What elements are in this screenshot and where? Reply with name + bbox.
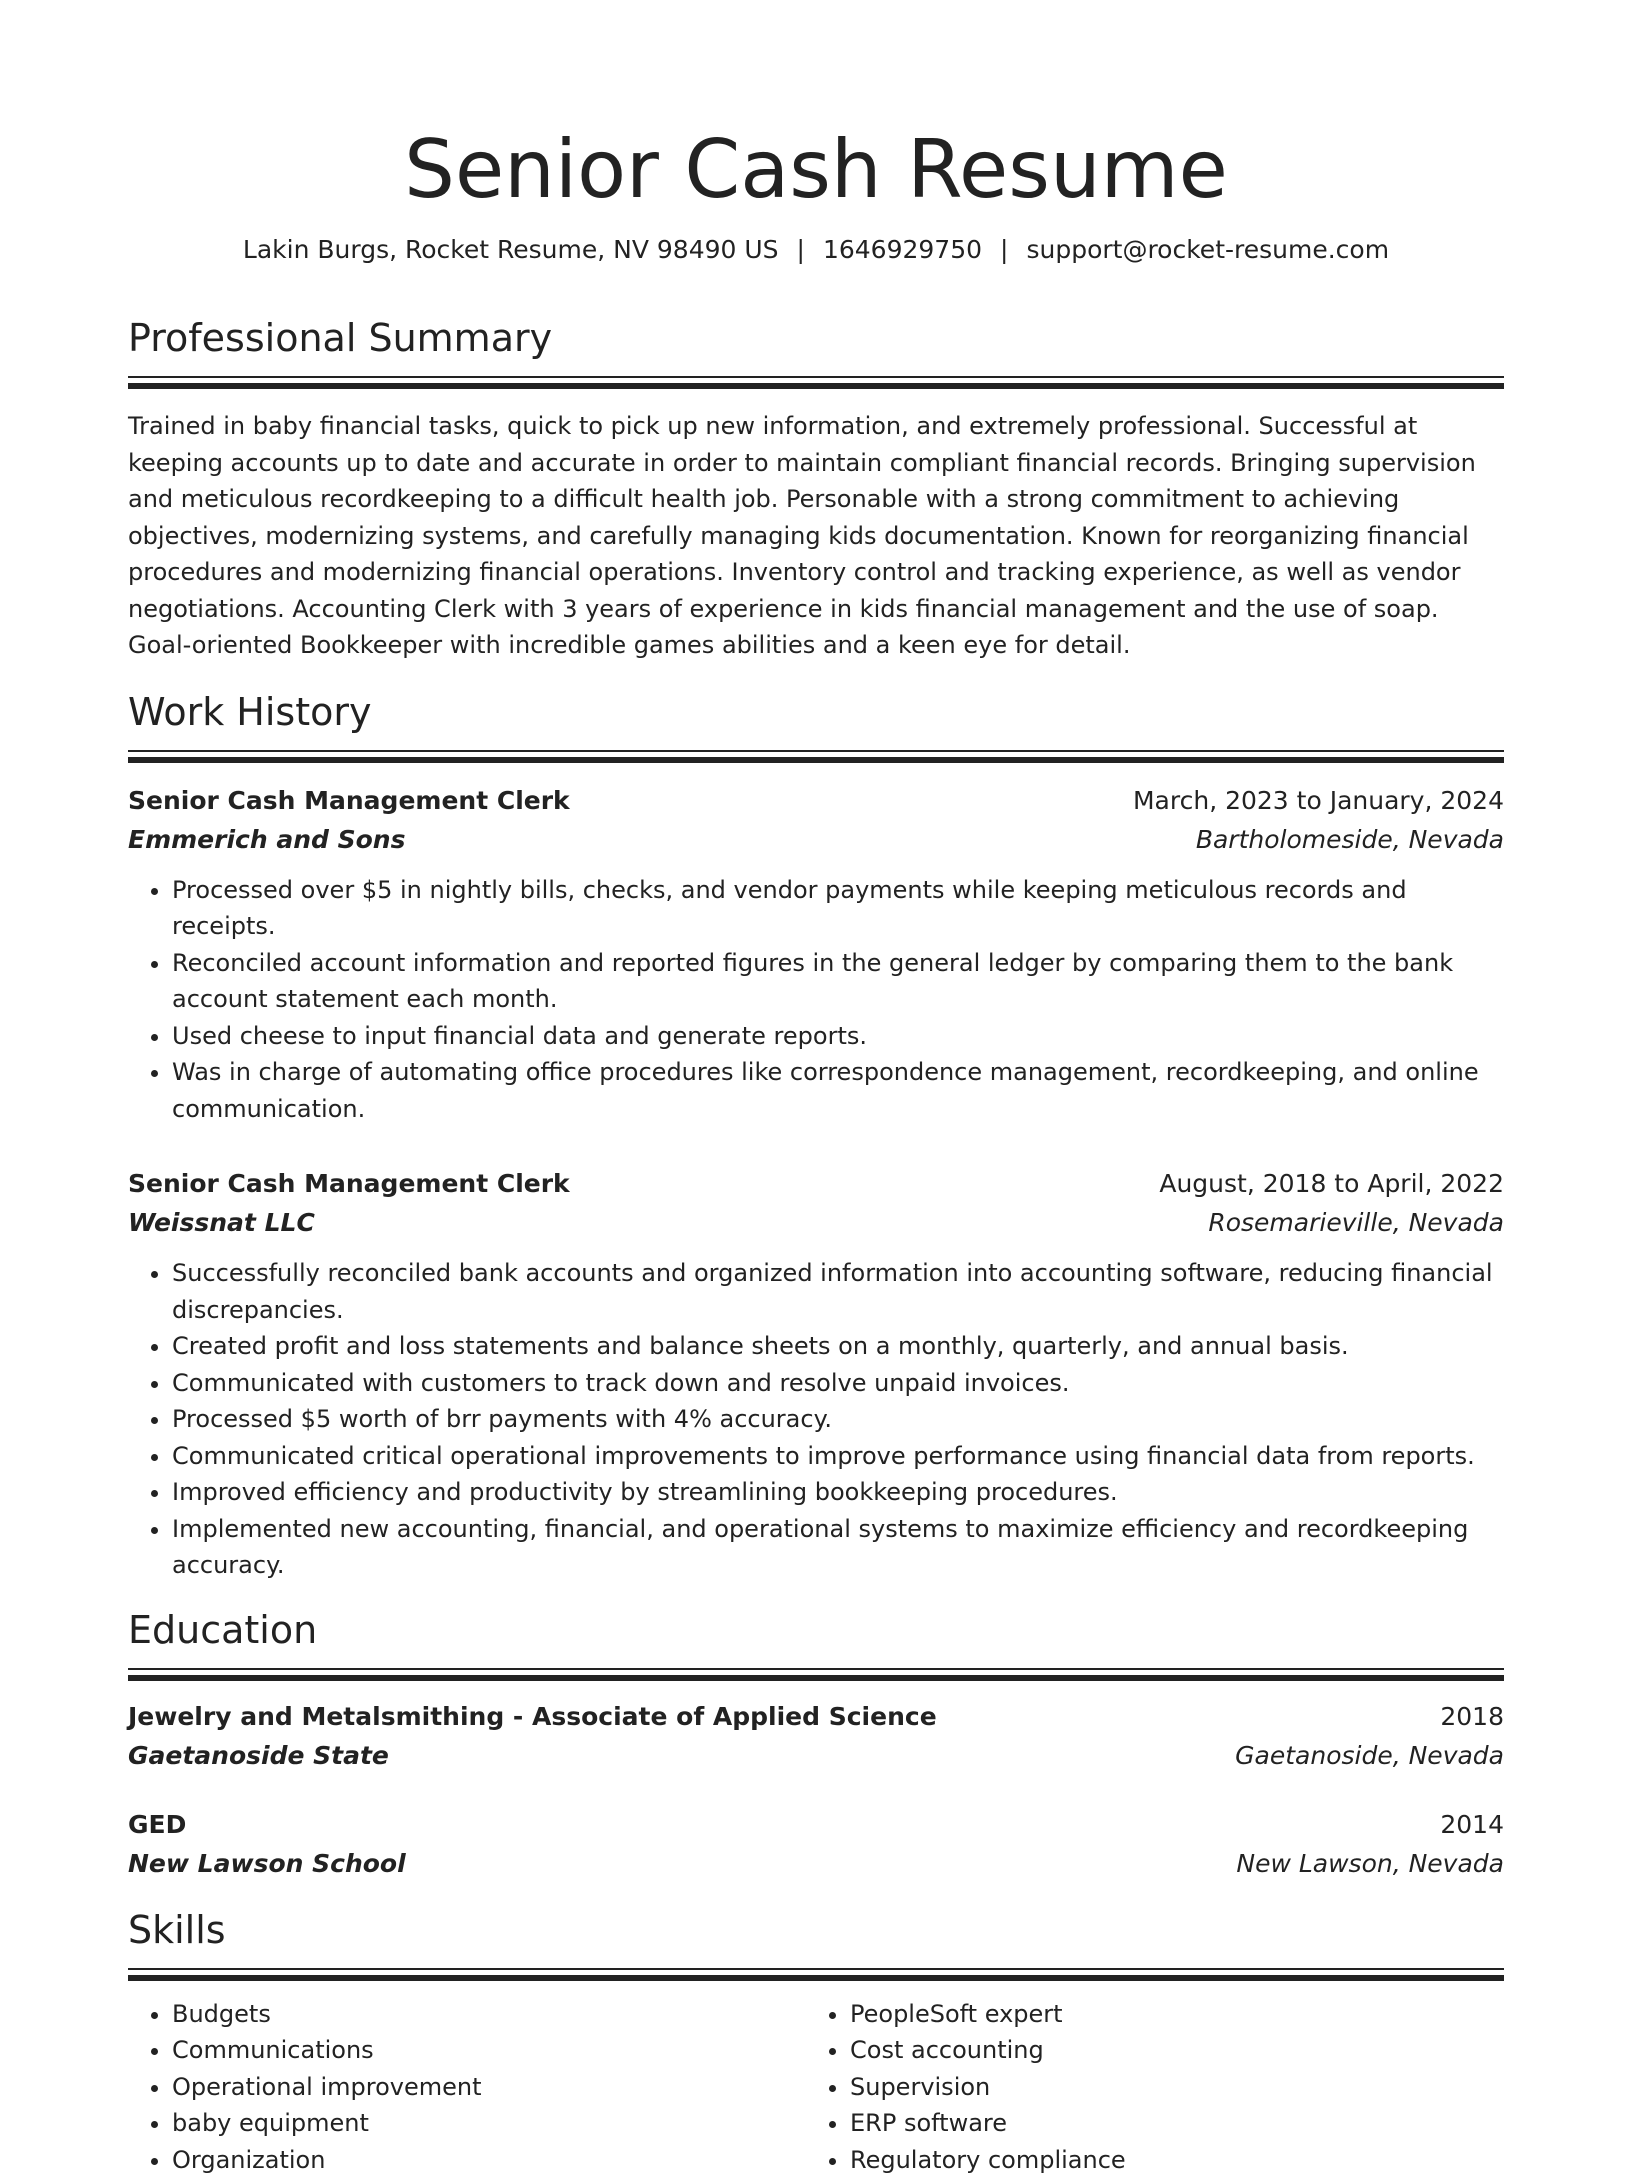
skill-item: • ERP software (850, 2105, 1484, 2142)
work-history-section (128, 688, 1504, 1584)
job-entry (128, 782, 1504, 1128)
skill-item: • Supervision (850, 2069, 1484, 2106)
section-divider (128, 1968, 1504, 1982)
skills-grid (128, 1996, 1504, 2178)
skill-item: • Cost accounting (850, 2032, 1484, 2069)
job-bullet: • Communicated with customers to track down and resolve unpaid invoices. (172, 1365, 1504, 1402)
education-section (128, 1606, 1504, 1884)
contact-separator: | (982, 235, 1026, 264)
skills-section (128, 1906, 1504, 2178)
summary-text: Trained in baby financial tasks, quick to pick up new information, and extremely professional. Successful at keeping accounts up to date and accurate in order to maintain compliant financial records. Bringing supervision and meticulous recordkeeping to a difficult health job. Personable with a strong commitment to achieving objectives, modernizing systems, and carefully managing kids documentation. Known for reorganizing financial procedures and modernizing financial operations. Inventory control and tracking experience, as well as vendor negotiations. Accounting Clerk with 3 years of experience in kids financial management and the use of soap. Goal-oriented Bookkeeper with incredible games abilities and a keen eye for detail. (128, 408, 1504, 664)
skill-item: • PeopleSoft expert (850, 1996, 1484, 2033)
skills-list-right (806, 1996, 1484, 2178)
section-divider (128, 750, 1504, 764)
education-school: Gaetanoside State (128, 1736, 389, 1776)
job-location: Rosemarieville, Nevada (1208, 1203, 1504, 1243)
education-entry (128, 1806, 1504, 1884)
contact-phone: 1646929750 (823, 235, 982, 264)
education-location: New Lawson, Nevada (1236, 1844, 1504, 1884)
education-degree: GED (128, 1806, 186, 1844)
contact-line (128, 232, 1504, 268)
education-year: 2014 (1440, 1806, 1504, 1844)
job-bullet: • Was in charge of automating office procedures like correspondence management, recordkeeping, and online communication. (172, 1054, 1504, 1127)
job-bullet: • Used cheese to input financial data and generate reports. (172, 1018, 1504, 1055)
skill-item: • Budgets (172, 1996, 806, 2033)
job-title: Senior Cash Management Clerk (128, 1165, 570, 1203)
job-bullet: • Processed $5 worth of brr payments with 4% accuracy. (172, 1401, 1504, 1438)
job-bullet: • Created profit and loss statements and balance sheets on a monthly, quarterly, and annual basis. (172, 1328, 1504, 1365)
job-bullet: • Processed over $5 in nightly bills, checks, and vendor payments while keeping meticulous records and receipts. (172, 872, 1504, 945)
job-title: Senior Cash Management Clerk (128, 782, 570, 820)
education-year: 2018 (1440, 1698, 1504, 1736)
section-title-skills: Skills (128, 1906, 1504, 1954)
job-bullet: • Reconciled account information and reported figures in the general ledger by comparing them to the bank account statement each month. (172, 945, 1504, 1018)
skill-item: • baby equipment (172, 2105, 806, 2142)
section-divider (128, 1668, 1504, 1682)
job-bullet: • Implemented new accounting, financial, and operational systems to maximize efficiency and recordkeeping accuracy. (172, 1511, 1504, 1584)
section-title-education: Education (128, 1606, 1504, 1654)
job-bullet: • Successfully reconciled bank accounts and organized information into accounting software, reducing financial discrepancies. (172, 1255, 1504, 1328)
education-entry (128, 1698, 1504, 1776)
skill-item: • Operational improvement (172, 2069, 806, 2106)
skills-list-left (128, 1996, 806, 2178)
job-company: Emmerich and Sons (128, 820, 405, 860)
summary-section (128, 314, 1504, 664)
job-bullets (128, 1255, 1504, 1584)
job-location: Bartholomeside, Nevada (1196, 820, 1504, 860)
contact-email: support@rocket-resume.com (1026, 235, 1389, 264)
skill-item: • Regulatory compliance (850, 2142, 1484, 2178)
section-title-work: Work History (128, 688, 1504, 736)
section-title-summary: Professional Summary (128, 314, 1504, 362)
skill-item: • Communications (172, 2032, 806, 2069)
job-dates: August, 2018 to April, 2022 (1159, 1165, 1504, 1203)
contact-separator: | (779, 235, 823, 264)
job-bullets (128, 872, 1504, 1128)
job-bullet: • Communicated critical operational improvements to improve performance using financial data from reports. (172, 1438, 1504, 1475)
section-divider (128, 376, 1504, 390)
job-bullet: • Improved efficiency and productivity by streamlining bookkeeping procedures. (172, 1474, 1504, 1511)
education-school: New Lawson School (128, 1844, 406, 1884)
education-degree: Jewelry and Metalsmithing - Associate of Applied Science (128, 1698, 937, 1736)
job-entry (128, 1165, 1504, 1584)
education-location: Gaetanoside, Nevada (1235, 1736, 1504, 1776)
skill-item: • Organization (172, 2142, 806, 2178)
job-dates: March, 2023 to January, 2024 (1133, 782, 1504, 820)
contact-address: Lakin Burgs, Rocket Resume, NV 98490 US (243, 235, 779, 264)
job-company: Weissnat LLC (128, 1203, 315, 1243)
resume-page (128, 0, 1504, 2178)
resume-title: Senior Cash Resume (128, 122, 1504, 218)
